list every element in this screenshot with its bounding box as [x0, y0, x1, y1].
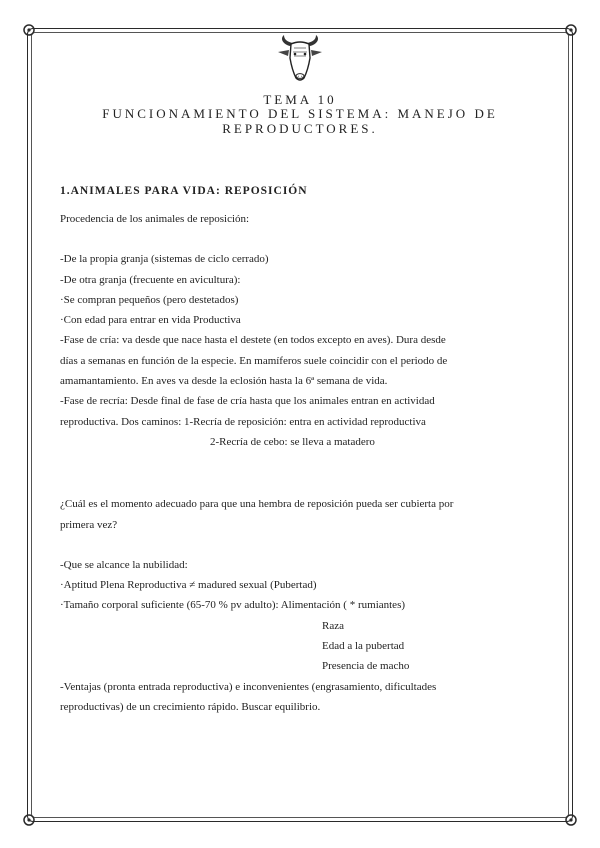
paragraph-line: -De la propia granja (sistemas de ciclo cerrado): [60, 253, 269, 266]
criteria-line: ·Aptitud Plena Reproductiva ≠ madured sexual (Pubertad): [60, 579, 317, 592]
paragraph-line: -Fase de cría: va desde que nace hasta el destete (en todos excepto en aves). Dura desde: [60, 334, 446, 347]
paragraph-line: -De otra granja (frecuente en avicultura):: [60, 273, 241, 286]
paragraph-line: 2-Recría de cebo: se lleva a matadero: [210, 435, 375, 448]
criteria-line: -Que se alcance la nubilidad:: [60, 558, 188, 571]
animal-head-icon: [272, 32, 328, 88]
paragraph-line: reproductiva. Dos caminos: 1-Recría de reposición: entra en actividad reproductiva: [60, 415, 426, 428]
paragraph-line: amamantamiento. En aves va desde la eclosión hasta la 6ª semana de vida.: [60, 375, 388, 388]
document-subtitle-cont: REPRODUCTORES.: [222, 121, 378, 136]
corner-ornament-icon: [20, 21, 38, 39]
criteria-line: ·Tamaño corporal suficiente (65-70 % pv adulto): Alimentación ( * rumiantes): [60, 599, 406, 612]
corner-ornament-icon: [20, 811, 38, 829]
criteria-sub-item: Raza: [322, 619, 344, 632]
document-subtitle: FUNCIONAMIENTO DEL SISTEMA: MANEJO DE: [102, 106, 498, 121]
closing-line: -Ventajas (pronta entrada reproductiva) e inconvenientes (engrasamiento, dificultades: [60, 680, 437, 693]
corner-ornament-icon: [562, 21, 580, 39]
criteria-sub-item: Presencia de macho: [322, 660, 410, 673]
paragraph-line: Procedencia de los animales de reposición:: [60, 213, 250, 225]
document-title: TEMA 10: [263, 92, 337, 107]
corner-ornament-icon: [562, 811, 580, 829]
paragraph-line: ·Se compran pequeños (pero destetados): [60, 293, 239, 306]
paragraph-line: -Fase de recría: Desde final de fase de cría hasta que los animales entran en actividad: [60, 395, 435, 408]
closing-line: reproductivas) de un crecimiento rápido. Buscar equilibrio.: [60, 700, 321, 713]
question-line: ¿Cuál es el momento adecuado para que una hembra de reposición pueda ser cubierta por: [60, 498, 454, 511]
criteria-sub-item: Edad a la pubertad: [322, 640, 405, 653]
document-body: [60, 180, 550, 717]
paragraph-line: ·Con edad para entrar en vida Productiva: [60, 314, 241, 327]
question-line: primera vez?: [60, 518, 118, 531]
section-heading: 1.ANIMALES PARA VIDA: REPOSICIÓN: [60, 185, 308, 197]
paragraph-line: días a semanas en función de la especie. En mamíferos suele coincidir con el periodo de: [60, 354, 448, 367]
